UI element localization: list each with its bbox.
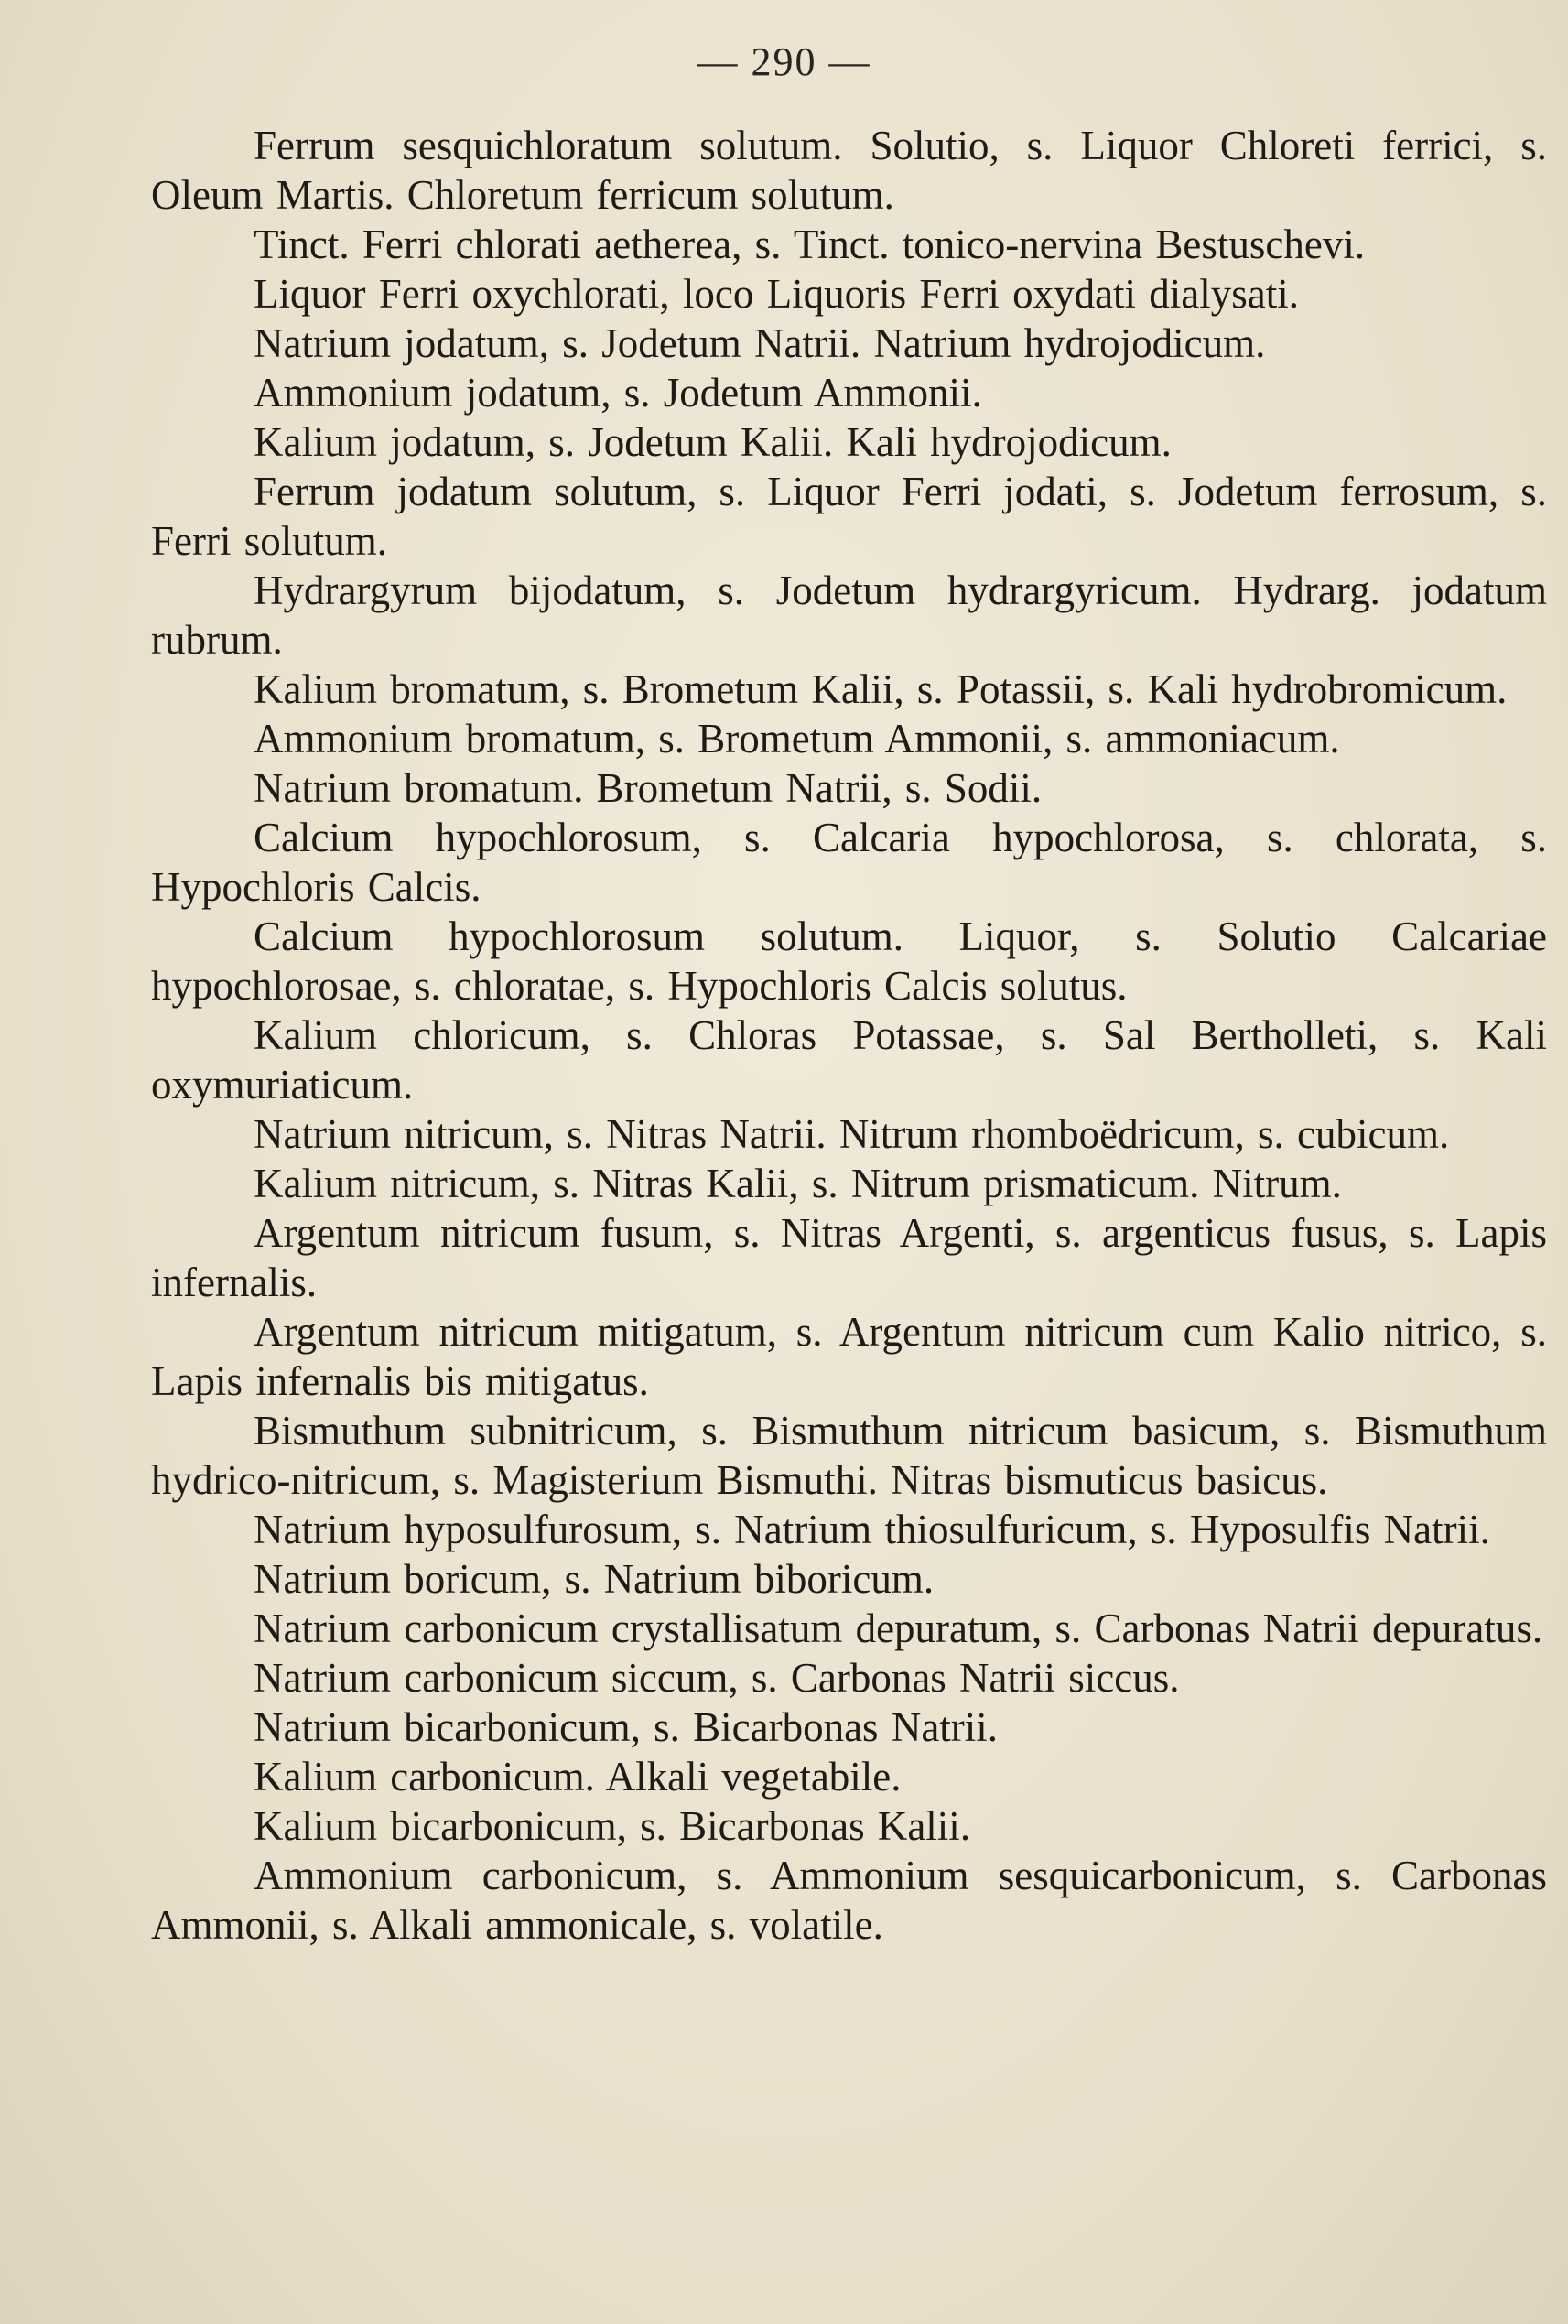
- entry-text: Ammonium jodatum, s. Jodetum Ammonii.: [254, 370, 982, 416]
- entry-text: Bismuthum subnitricum, s. Bismuthum nitricum basicum, s. Bismuthum hydrico-nitricum, s. Magisterium Bismuthi. Nitras bismuticus basicus.: [151, 1408, 1547, 1503]
- entry-text: Hydrargyrum bijodatum, s. Jodetum hydrargyricum. Hydrarg. jodatum rubrum.: [151, 567, 1547, 663]
- entry-text: Kalium carbonicum. Alkali vegetabile.: [254, 1754, 902, 1800]
- entry-text: Natrium nitricum, s. Nitras Natrii. Nitrum rhomboëdricum, s. cubicum.: [254, 1111, 1450, 1157]
- entry-text: Kalium chloricum, s. Chloras Potassae, s. Sal Bertholleti, s. Kali oxymuriaticum.: [151, 1012, 1547, 1108]
- entry-text: Ferrum sesquichloratum solutum. Solutio, s. Liquor Chloreti ferrici, s. Oleum Martis. Chloretum ferricum solutum.: [151, 123, 1547, 218]
- entry-text: Tinct. Ferri chlorati aetherea, s. Tinct. tonico-nervina Bestuschevi.: [254, 222, 1366, 267]
- entry-text: Kalium jodatum, s. Jodetum Kalii. Kali hydrojodicum.: [254, 419, 1172, 465]
- entry-text: Natrium hyposulfurosum, s. Natrium thiosulfuricum, s. Hyposulfis Natrii.: [254, 1507, 1490, 1552]
- entry-text: Liquor Ferri oxychlorati, loco Liquoris Ferri oxydati dialysati.: [254, 271, 1300, 317]
- entry-text: Calcium hypochlorosum solutum. Liquor, s. Solutio Calcariae hypochlorosae, s. chloratae, s. Hypochloris Calcis solutus.: [151, 913, 1547, 1009]
- entry-text: Natrium bromatum. Brometum Natrii, s. Sodii.: [254, 765, 1043, 811]
- page-body: [151, 121, 1547, 1950]
- entry-text: Ammonium carbonicum, s. Ammonium sesquicarbonicum, s. Carbonas Ammonii, s. Alkali ammonicale, s. volatile.: [151, 1853, 1547, 1948]
- entry-text: Natrium carbonicum crystallisatum depuratum, s. Carbonas Natrii depuratus.: [254, 1605, 1543, 1651]
- entry-text: Kalium nitricum, s. Nitras Kalii, s. Nitrum prismaticum. Nitrum.: [254, 1161, 1342, 1206]
- page-number: — 290 —: [697, 39, 871, 84]
- entry-text: Ferrum jodatum solutum, s. Liquor Ferri jodati, s. Jodetum ferrosum, s. Ferri solutum.: [151, 469, 1547, 564]
- entry-text: Argentum nitricum fusum, s. Nitras Argenti, s. argenticus fusus, s. Lapis infernalis.: [151, 1210, 1547, 1305]
- entry-text: Kalium bicarbonicum, s. Bicarbonas Kalii.: [254, 1803, 971, 1849]
- entry-text: Ammonium bromatum, s. Brometum Ammonii, s. ammoniacum.: [254, 716, 1340, 762]
- entry-text: Kalium bromatum, s. Brometum Kalii, s. Potassii, s. Kali hydrobromicum.: [254, 666, 1508, 712]
- entry-text: Argentum nitricum mitigatum, s. Argentum nitricum cum Kalio nitrico, s. Lapis infernalis bis mitigatus.: [151, 1309, 1547, 1404]
- entry-text: Natrium carbonicum siccum, s. Carbonas Natrii siccus.: [254, 1655, 1180, 1701]
- entry-text: Natrium boricum, s. Natrium biboricum.: [254, 1556, 935, 1602]
- entry-text: Calcium hypochlorosum, s. Calcaria hypochlorosa, s. chlorata, s. Hypochloris Calcis.: [151, 815, 1547, 910]
- entry-text: Natrium bicarbonicum, s. Bicarbonas Natrii.: [254, 1704, 999, 1750]
- entry-text: Natrium jodatum, s. Jodetum Natrii. Natrium hydrojodicum.: [254, 320, 1266, 366]
